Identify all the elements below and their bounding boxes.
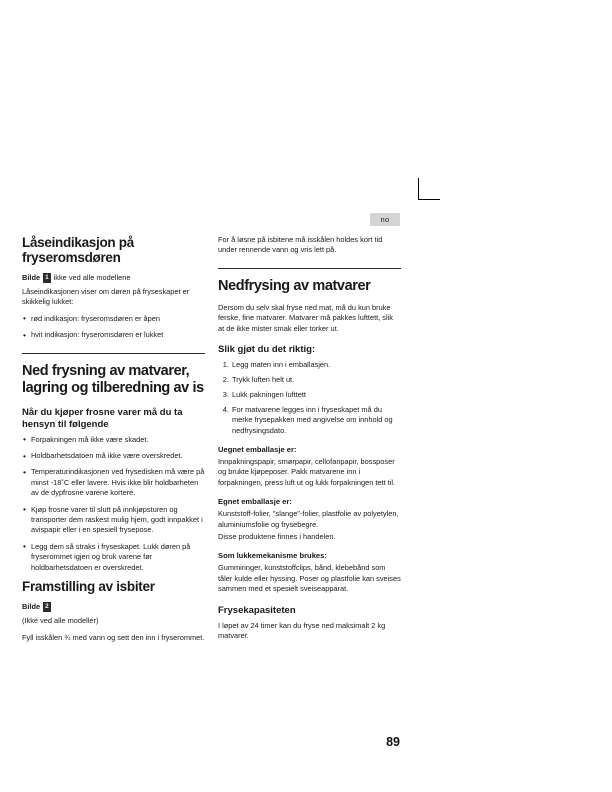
heading-freezing-food: Nedfrysing av matvarer <box>218 277 371 294</box>
closures-text: Gummiringer, kunststoffclips, bånd, klebebånd som tåler kulde eller hyssing. Poser og plastfolie kan sveises sammen med et spesielt sveiseapparat. <box>218 563 401 594</box>
suitable-packaging-text-2: Disse produktene finnes i handelen. <box>218 532 336 541</box>
figure-reference-2 <box>22 601 205 612</box>
figure-number-badge: 2 <box>45 603 49 611</box>
heading-lock-indicator: Låseindikasjon på fryseromsdøren <box>22 235 134 265</box>
subheading-how-to: Slik gjøt du det riktig: <box>218 344 316 356</box>
subheading-freezing-capacity: Frysekapasiteten <box>218 604 296 616</box>
lock-indicator-bullets <box>22 314 205 341</box>
right-column <box>218 235 401 647</box>
figure-number-badge: 1 <box>45 274 49 281</box>
subheading-buying-frozen: Når du kjøper frosne varer må du ta hensyn til følgende <box>22 406 183 430</box>
left-column <box>22 235 205 649</box>
divider <box>218 268 401 269</box>
ice-release-text: For å løsne på isbitene må isskålen holdes kort tid under rennende vann og vris lett på. <box>218 235 383 255</box>
language-tag: no <box>370 213 400 226</box>
subheading-unsuitable-packaging: Uegnet emballasje er: <box>218 444 297 454</box>
list-item: • Legg dem så straks i fryseskapet. Lukk døren på fryserommet igjen og bruk varene før holdbarhetsdatoen er overskredet. <box>22 542 205 573</box>
crop-mark-vertical <box>418 178 419 200</box>
list-item: 2. Trykk luften helt ut. <box>231 375 401 385</box>
figure-label: Bilde <box>22 602 41 612</box>
list-item: • Temperaturindikasjonen ved frysedisken må være på minst -18˚C eller lavere. Hvis ikke blir holdbarheten av de dypfrosne varene kortere. <box>22 467 205 498</box>
buying-frozen-bullets <box>22 435 205 573</box>
list-item: • Holdbarhetsdatoen må ikke være overskredet. <box>22 451 205 461</box>
crop-mark-horizontal <box>418 199 440 200</box>
list-item: 1. Legg maten inn i emballasjen. <box>231 360 401 370</box>
suitable-packaging-text: Kunststoff-folier, "slange"-folier, plastfolie av polyetylen, aluminiumsfolie og frysebegre. <box>218 509 399 529</box>
ice-cubes-text: Fyll isskålen ¾ med vann og sett den inn i fryserommet. <box>22 632 205 642</box>
figure-label: Bilde <box>22 273 41 282</box>
list-item: • rød indikasjon: fryseromsdøren er åpen <box>22 314 205 324</box>
subheading-suitable-packaging: Egnet emballasje er: <box>218 497 292 507</box>
figure-note: ikke ved alle modellene <box>53 273 131 282</box>
heading-ice-cubes: Framstilling av isbiter <box>22 579 155 595</box>
ice-cubes-note: (Ikke ved alle modeller) <box>22 616 99 626</box>
lock-indicator-intro: Låseindikasjonen viser om døren på fryseskapet er skikkelig lukket: <box>22 287 190 307</box>
list-item: • Kjøp frosne varer til slutt på innkjøpsturen og transporter dem raskest mulig hjem, godt innpakket i avispapir eller i en spesiell frysepose. <box>22 505 205 536</box>
list-item: • hvit indikasjon: fryseromsdøren er lukket <box>22 330 205 340</box>
list-item: 3. Lukk pakningen lufttett <box>231 390 401 400</box>
freezing-capacity-text: I løpet av 24 timer kan du fryse ned maksimalt 2 kg matvarer. <box>218 620 386 641</box>
unsuitable-packaging-text: Innpakningspapir, smørpapir, cellofanpapir, bossposer og brukte kjøpeposer. Pakk matvarene inn i forpakningen, press luft ut og lukk forpakningen tett til. <box>218 456 396 487</box>
divider <box>22 353 205 354</box>
freezing-food-text: Dersom du selv skal fryse ned mat, må du kun bruke ferske, fine matvarer. Matvarer må pakkes lufttett, slik at de ikke mister smak eller torker ut. <box>218 302 393 333</box>
how-to-steps <box>218 360 401 436</box>
heading-freezing-storage: Ned frysning av matvarer, lagring og tilberedning av is <box>22 362 204 396</box>
subheading-closures: Som lukkemekanisme brukes: <box>218 551 327 561</box>
list-item: 4. For matvarene legges inn i fryseskapet må du merke frysepakken med angivelse om innhold og nedfrysingsdato. <box>231 405 401 436</box>
list-item: • Forpakningen må ikke være skadet. <box>22 435 205 445</box>
figure-reference-1 <box>22 272 205 283</box>
page-number: 89 <box>386 735 400 749</box>
crop-mark <box>418 178 440 200</box>
